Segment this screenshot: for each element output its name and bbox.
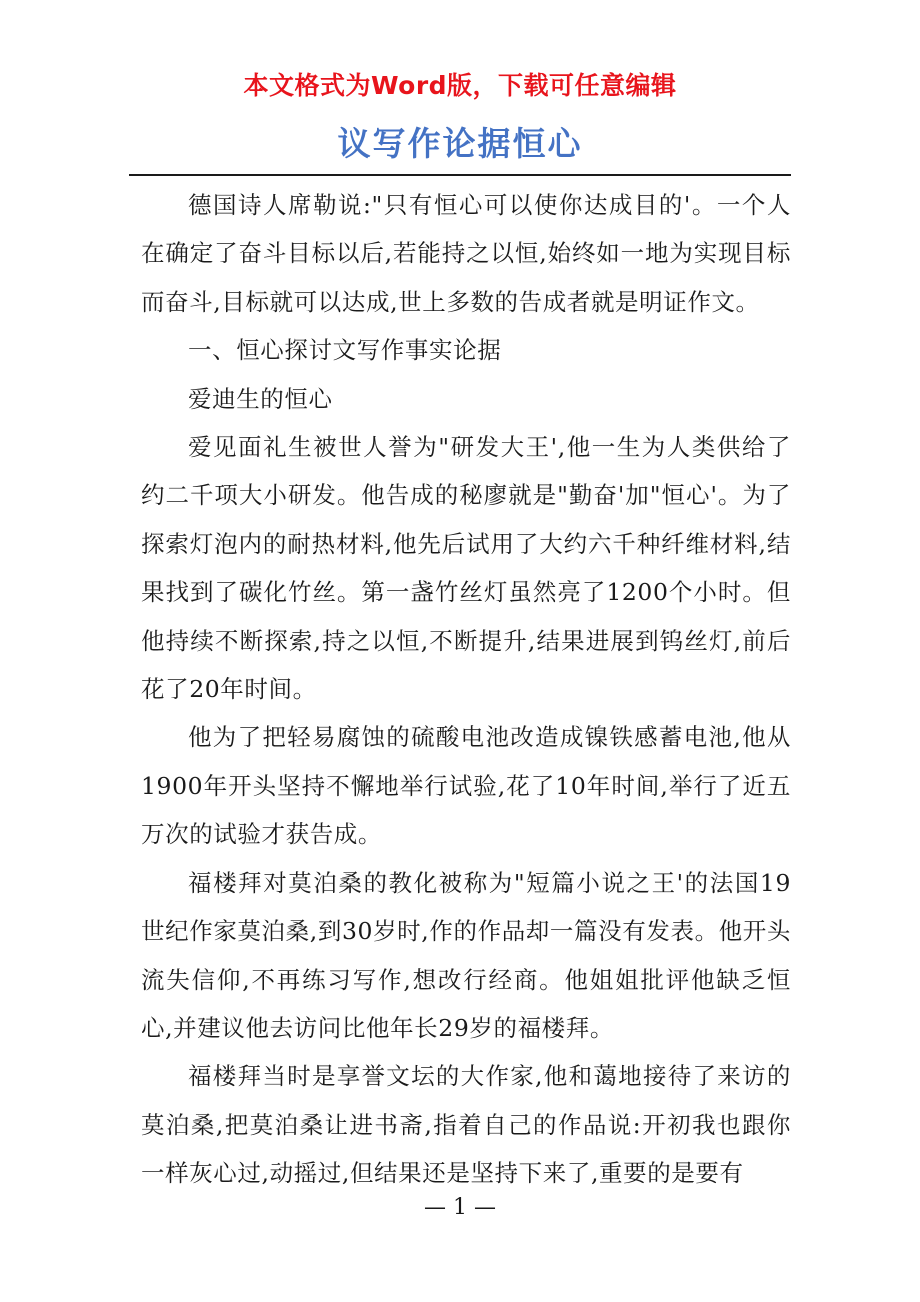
subsection-heading: 爱迪生的恒心	[188, 384, 333, 413]
body-paragraph: 他为了把轻易腐蚀的硫酸电池改造成镍铁感蓄电池,他从1900年开头坚持不懈地举行试验,花了10年时间,举行了近五万次的试验才获告成。	[141, 723, 791, 849]
section-heading: 一、恒心探讨文写作事实论据	[188, 336, 502, 365]
title-divider	[129, 174, 791, 176]
document-title: 议写作论据恒心	[337, 124, 583, 163]
format-notice-banner: 本文格式为Word版，下载可任意编辑	[243, 71, 677, 100]
body-paragraph: 爱见面礼生被世人誉为"研发大王',他一生为人类供给了约二千项大小研发。他告成的秘廖就是"勤奋'加"恒心'。为了探索灯泡内的耐热材料,他先后试用了大约六千种纤维材料,结果找到了碳化竹丝。第一盏竹丝灯虽然亮了1200个小时。但他持续不断探索,持之以恒,不断提升,结果进展到钨丝灯,前后花了20年时间。	[141, 433, 791, 704]
body-paragraph: 福楼拜当时是享誉文坛的大作家,他和蔼地接待了来访的莫泊桑,把莫泊桑让进书斋,指着自己的作品说:开初我也跟你一样灰心过,动摇过,但结果还是坚持下来了,重要的是要有	[141, 1062, 791, 1188]
page-number: — 1 —	[424, 1195, 496, 1220]
body-paragraph: 福楼拜对莫泊桑的教化被称为"短篇小说之王'的法国19世纪作家莫泊桑,到30岁时,作的作品却一篇没有发表。他开头流失信仰,不再练习写作,想改行经商。他姐姐批评他缺乏恒心,并建议他去访问比他年长29岁的福楼拜。	[141, 868, 791, 1042]
document-body	[141, 181, 791, 1198]
intro-paragraph: 德国诗人席勒说:"只有恒心可以使你达成目的'。一个人在确定了奋斗目标以后,若能持之以恒,始终如一地为实现目标而奋斗,目标就可以达成,世上多数的告成者就是明证作文。	[141, 191, 791, 316]
